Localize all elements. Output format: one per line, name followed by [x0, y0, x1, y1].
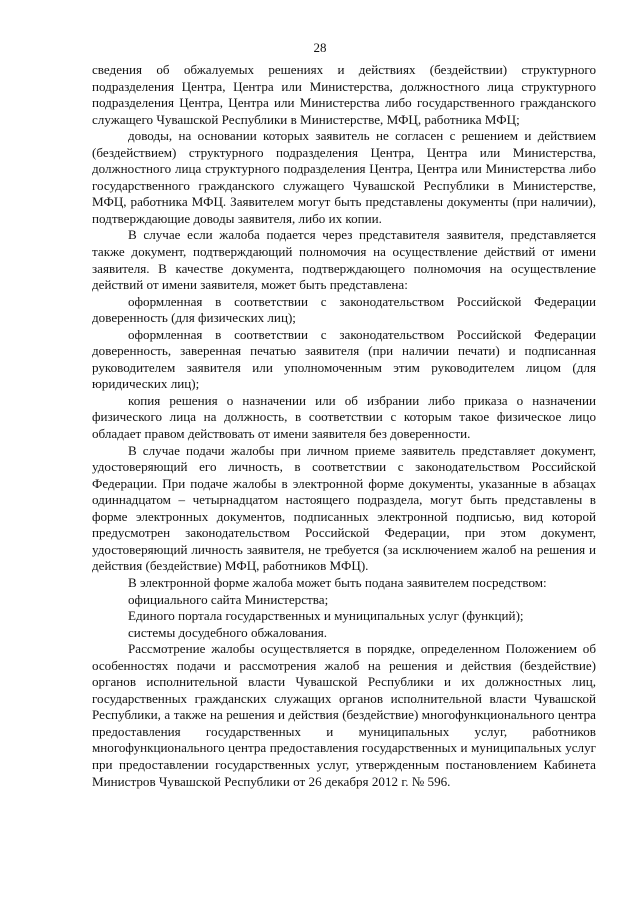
paragraph-ministry-website: официального сайта Министерства; — [128, 591, 329, 607]
paragraph-representative: В случае если жалоба подается через представителя заявителя, представляется также документ, подтверждающий полномочия на осуществление действий от имени заявителя. В качестве документа, подтверждающего полномочия на осуществление действий от имени заявителя, может быть представлена: — [92, 227, 596, 293]
paragraph-arguments: доводы, на основании которых заявитель не согласен с решением и действием (бездействием) структурного подразделения Центра, Центра или Министерства, должностного лица структурного подразделения Центра, Центра или Министерства либо государственного гражданского служащего Чувашской Республики в Министерстве, МФЦ, работника МФЦ. Заявителем могут быть представлены документы (при наличии), подтверждающие доводы заявителя, либо их копии. — [92, 128, 596, 226]
paragraph-electronic-submission: В электронной форме жалоба может быть подана заявителем посредством: — [128, 574, 547, 590]
paragraph-power-of-attorney-individuals: оформленная в соответствии с законодательством Российской Федерации доверенность (для физических лиц); — [92, 293, 596, 326]
paragraph-review-procedure: Рассмотрение жалобы осуществляется в порядке, определенном Положением об особенностях подачи и рассмотрения жалоб на решения и действия (бездействие) органов исполнительной власти Чувашской Республики и их должностных лиц, государственных гражданских служащих органов исполнительной власти Чувашской Республики, а также на решения и действия (бездействие) многофункционального центра предоставления государственных и муниципальных услуг, работников многофункционального центра предоставления государственных и муниципальных услуг при предоставлении государственных услуг, утвержденным постановлением Кабинета Министров Чувашской Республики от 26 декабря 2012 г. № 596. — [92, 641, 596, 789]
paragraph-complaint-subject: сведения об обжалуемых решениях и действиях (бездействии) структурного подразделения Центра, Центра или Министерства, должностного лица структурного подразделения Центра, Центра или Министерства либо государственного гражданского служащего Чувашской Республики в Министерстве, МФЦ, работника МФЦ; — [92, 62, 596, 127]
paragraph-power-of-attorney-legal-entities: оформленная в соответствии с законодательством Российской Федерации доверенность, заверенная печатью заявителя (при наличии печати) и подписанная руководителем заявителя или уполномоченным этим руководителем лицом (для юридических лиц); — [92, 326, 596, 392]
document-body — [92, 62, 596, 790]
paragraph-personal-reception: В случае подачи жалобы при личном приеме заявитель представляет документ, удостоверяющий его личность, в соответствии с законодательством Российской Федерации. При подаче жалобы в электронной форме документы, указанные в абзацах одиннадцатом – четырнадцатом настоящего подраздела, могут быть представлены в форме электронных документов, подписанных электронной подписью, вид которой предусмотрен законодательством Российской Федерации, при этом документ, удостоверяющий личность заявителя, не требуется (за исключением жалоб на решения и действия (бездействие) МФЦ, работников МФЦ). — [92, 442, 596, 574]
page-number: 28 — [313, 40, 327, 55]
paragraph-pretrial-system: системы досудебного обжалования. — [128, 624, 328, 640]
paragraph-unified-portal: Единого портала государственных и муниципальных услуг (функций); — [128, 608, 524, 624]
paragraph-appointment-decision: копия решения о назначении или об избрании либо приказа о назначении физического лица на должность, в соответствии с которым такое физическое лицо обладает правом действовать от имени заявителя без доверенности. — [92, 392, 596, 442]
